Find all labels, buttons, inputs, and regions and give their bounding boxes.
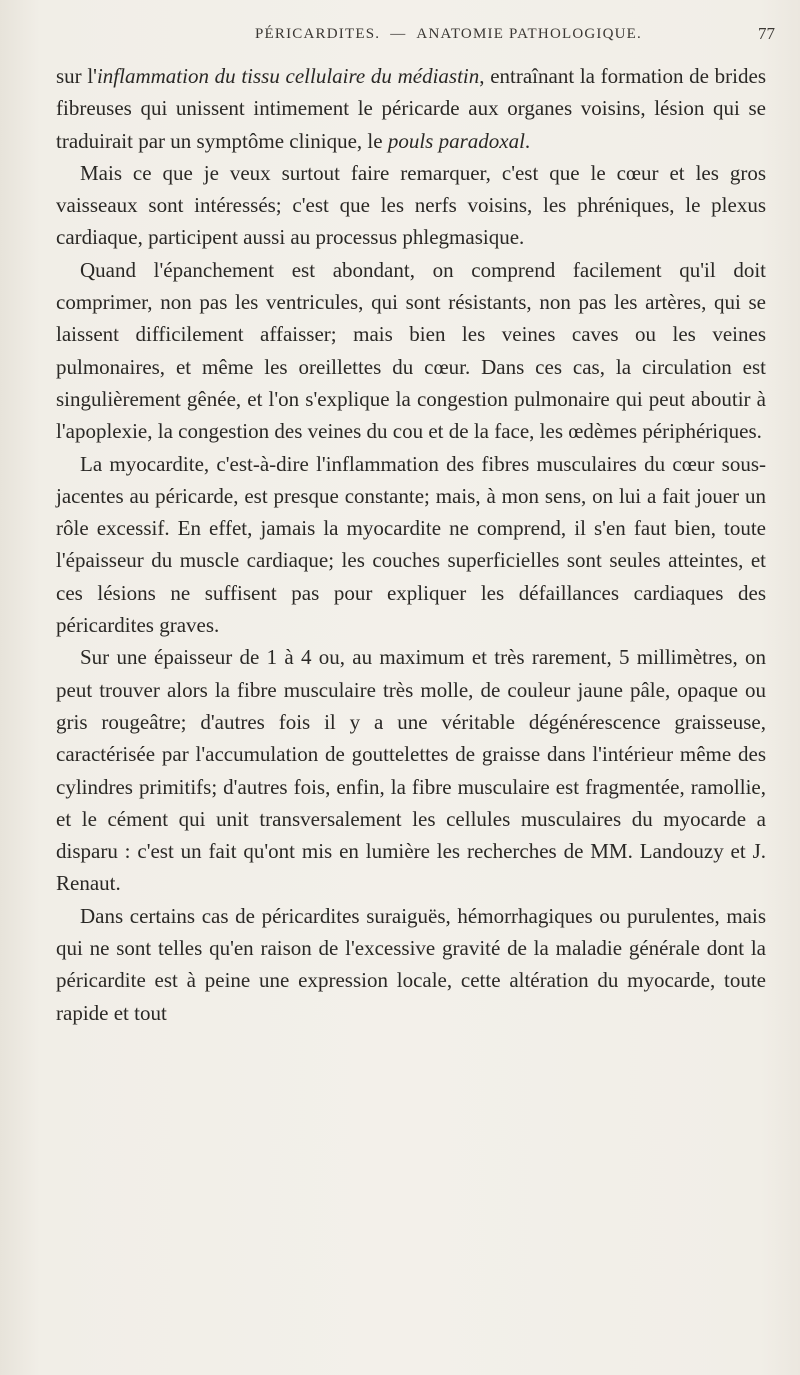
text-run: sur l' bbox=[56, 64, 97, 88]
text-run: Dans certains cas de péricardites suraiguës, hémorrhagiques ou purulentes, mais qui ne sont telles qu'en raison de l'excessive gravité de la maladie générale dont la péricardite est à peine une expression locale, cette altération du myocarde, toute rapide et tout bbox=[56, 903, 766, 1025]
running-head bbox=[255, 26, 775, 43]
paragraph bbox=[56, 448, 766, 642]
paragraph bbox=[56, 900, 766, 1029]
running-head-chapter: PÉRICARDITES. bbox=[255, 26, 381, 42]
italic-text: inflammation du tissu cellulaire du médiastin bbox=[96, 64, 480, 88]
paragraph bbox=[56, 157, 766, 254]
text-run: Quand l'épanchement est abondant, on comprend facilement qu'il doit comprimer, non pas les ventricules, qui sont résistants, non pas les artères, qui se laissent difficilement affaisser; mais bien les veines caves ou les veines pulmonaires, et même les oreillettes du cœur. Dans ces cas, la circulation est singulièrement gênée, et l'on s'explique la congestion pulmonaire qui peut aboutir à l'apoplexie, la congestion des veines du cou et de la face, les œdèmes périphériques. bbox=[56, 257, 766, 444]
text-run: , entraînant la formation de brides fibreuses qui unissent intimement le péricarde aux organes voisins, lésion qui se traduirait par un symptôme clinique, le bbox=[56, 64, 766, 153]
text-run: . bbox=[524, 128, 531, 153]
text-run: Sur une épaisseur de 1 à 4 ou, au maximum et très rarement, 5 millimètres, on peut trouver alors la fibre musculaire très molle, de couleur jaune pâle, opaque ou gris rougeâtre; d'autres fois il y a une véritable dégénérescence graisseuse, caractérisée par l'accumulation de gouttelettes de graisse dans l'intérieur même des cylindres primitifs; d'autres fois, enfin, la fibre musculaire est fragmentée, ramollie, et le cément qui unit transversalement les cellules musculaires du myocarde a disparu : c'est un fait qu'ont mis en lumière les recherches de MM. Landouzy et J. Renaut. bbox=[56, 645, 766, 896]
running-head-section: ANATOMIE PATHOLOGIQUE. bbox=[416, 26, 642, 42]
body-text bbox=[56, 60, 766, 1029]
text-run: Mais ce que je veux surtout faire remarquer, c'est que le cœur et les gros vaisseaux sont intéressés; c'est que les nerfs voisins, les phréniques, le plexus cardiaque, participent aussi au processus phlegmasique. bbox=[56, 160, 766, 250]
paragraph bbox=[56, 60, 766, 157]
text-run: La myocardite, c'est-à-dire l'inflammation des fibres musculaires du cœur sous-jacentes au péricarde, est presque constante; mais, à mon sens, on lui a fait jouer un rôle excessif. En effet, jamais la myocardite ne comprend, il s'en faut bien, toute l'épaisseur du muscle cardiaque; les couches superficielles sont seules atteintes, et ces lésions ne suffisent pas pour expliquer les défaillances cardiaques des péricardites graves. bbox=[56, 451, 766, 638]
paragraph bbox=[56, 641, 766, 899]
paragraph bbox=[56, 254, 766, 448]
page-number: 77 bbox=[758, 24, 775, 43]
italic-text: pouls paradoxal bbox=[387, 128, 525, 153]
running-head-separator: — bbox=[390, 26, 407, 42]
